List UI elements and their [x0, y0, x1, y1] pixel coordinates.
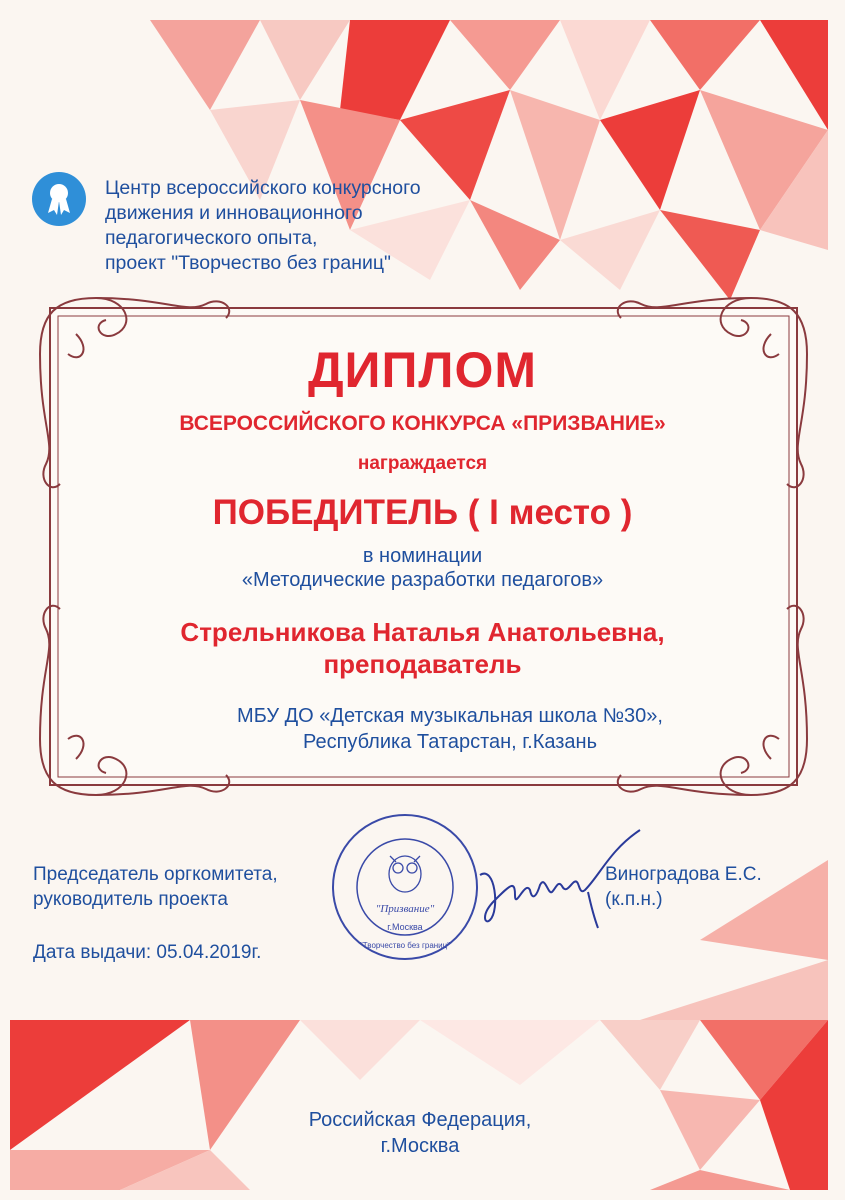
footer-location [200, 1107, 640, 1159]
school-location: Республика Татарстан, г.Казань [302, 731, 598, 753]
ribbon-badge-icon [31, 171, 87, 227]
official-stamp [330, 812, 480, 962]
organization-line: проект "Творчество без границ" [105, 252, 391, 274]
recipient-name: Стрельникова Наталья Анатольевна, [180, 617, 665, 647]
stamp-bottom-text: "Творчество без границ" [359, 941, 451, 950]
recipient-role: преподаватель [323, 649, 522, 679]
signer-name: Виноградова Е.С. [605, 864, 762, 885]
nomination-name: «Методические разработки педагогов» [241, 569, 604, 591]
handwritten-signature [470, 820, 650, 930]
nomination-label: в номинации [362, 545, 483, 567]
stamp-city: г.Москва [387, 922, 423, 932]
signer-degree: (к.п.н.) [605, 889, 663, 910]
organization-line: Центр всероссийского конкурсного [105, 177, 421, 199]
diploma-title: ДИПЛОМ [307, 342, 538, 398]
issue-date: Дата выдачи: 05.04.2019г. [33, 942, 262, 963]
stamp-center-text: "Призвание" [375, 903, 435, 915]
chair-title [33, 862, 278, 912]
footer-line: Российская Федерация, [308, 1109, 532, 1131]
chair-line: Председатель оргкомитета, [33, 864, 278, 885]
chair-line: руководитель проекта [33, 889, 228, 910]
contest-name: ВСЕРОССИЙСКОГО КОНКУРСА «ПРИЗВАНИЕ» [179, 412, 666, 435]
organization-line: педагогического опыта, [105, 227, 318, 249]
organization-line: движения и инновационного [105, 202, 363, 224]
footer-line: г.Москва [380, 1135, 460, 1157]
awarded-text: награждается [357, 453, 488, 474]
organization-name [105, 176, 505, 276]
place-title: ПОБЕДИТЕЛЬ ( I место ) [212, 493, 633, 532]
owl-icon [389, 856, 421, 892]
school-name: МБУ ДО «Детская музыкальная школа №30», [237, 705, 663, 727]
